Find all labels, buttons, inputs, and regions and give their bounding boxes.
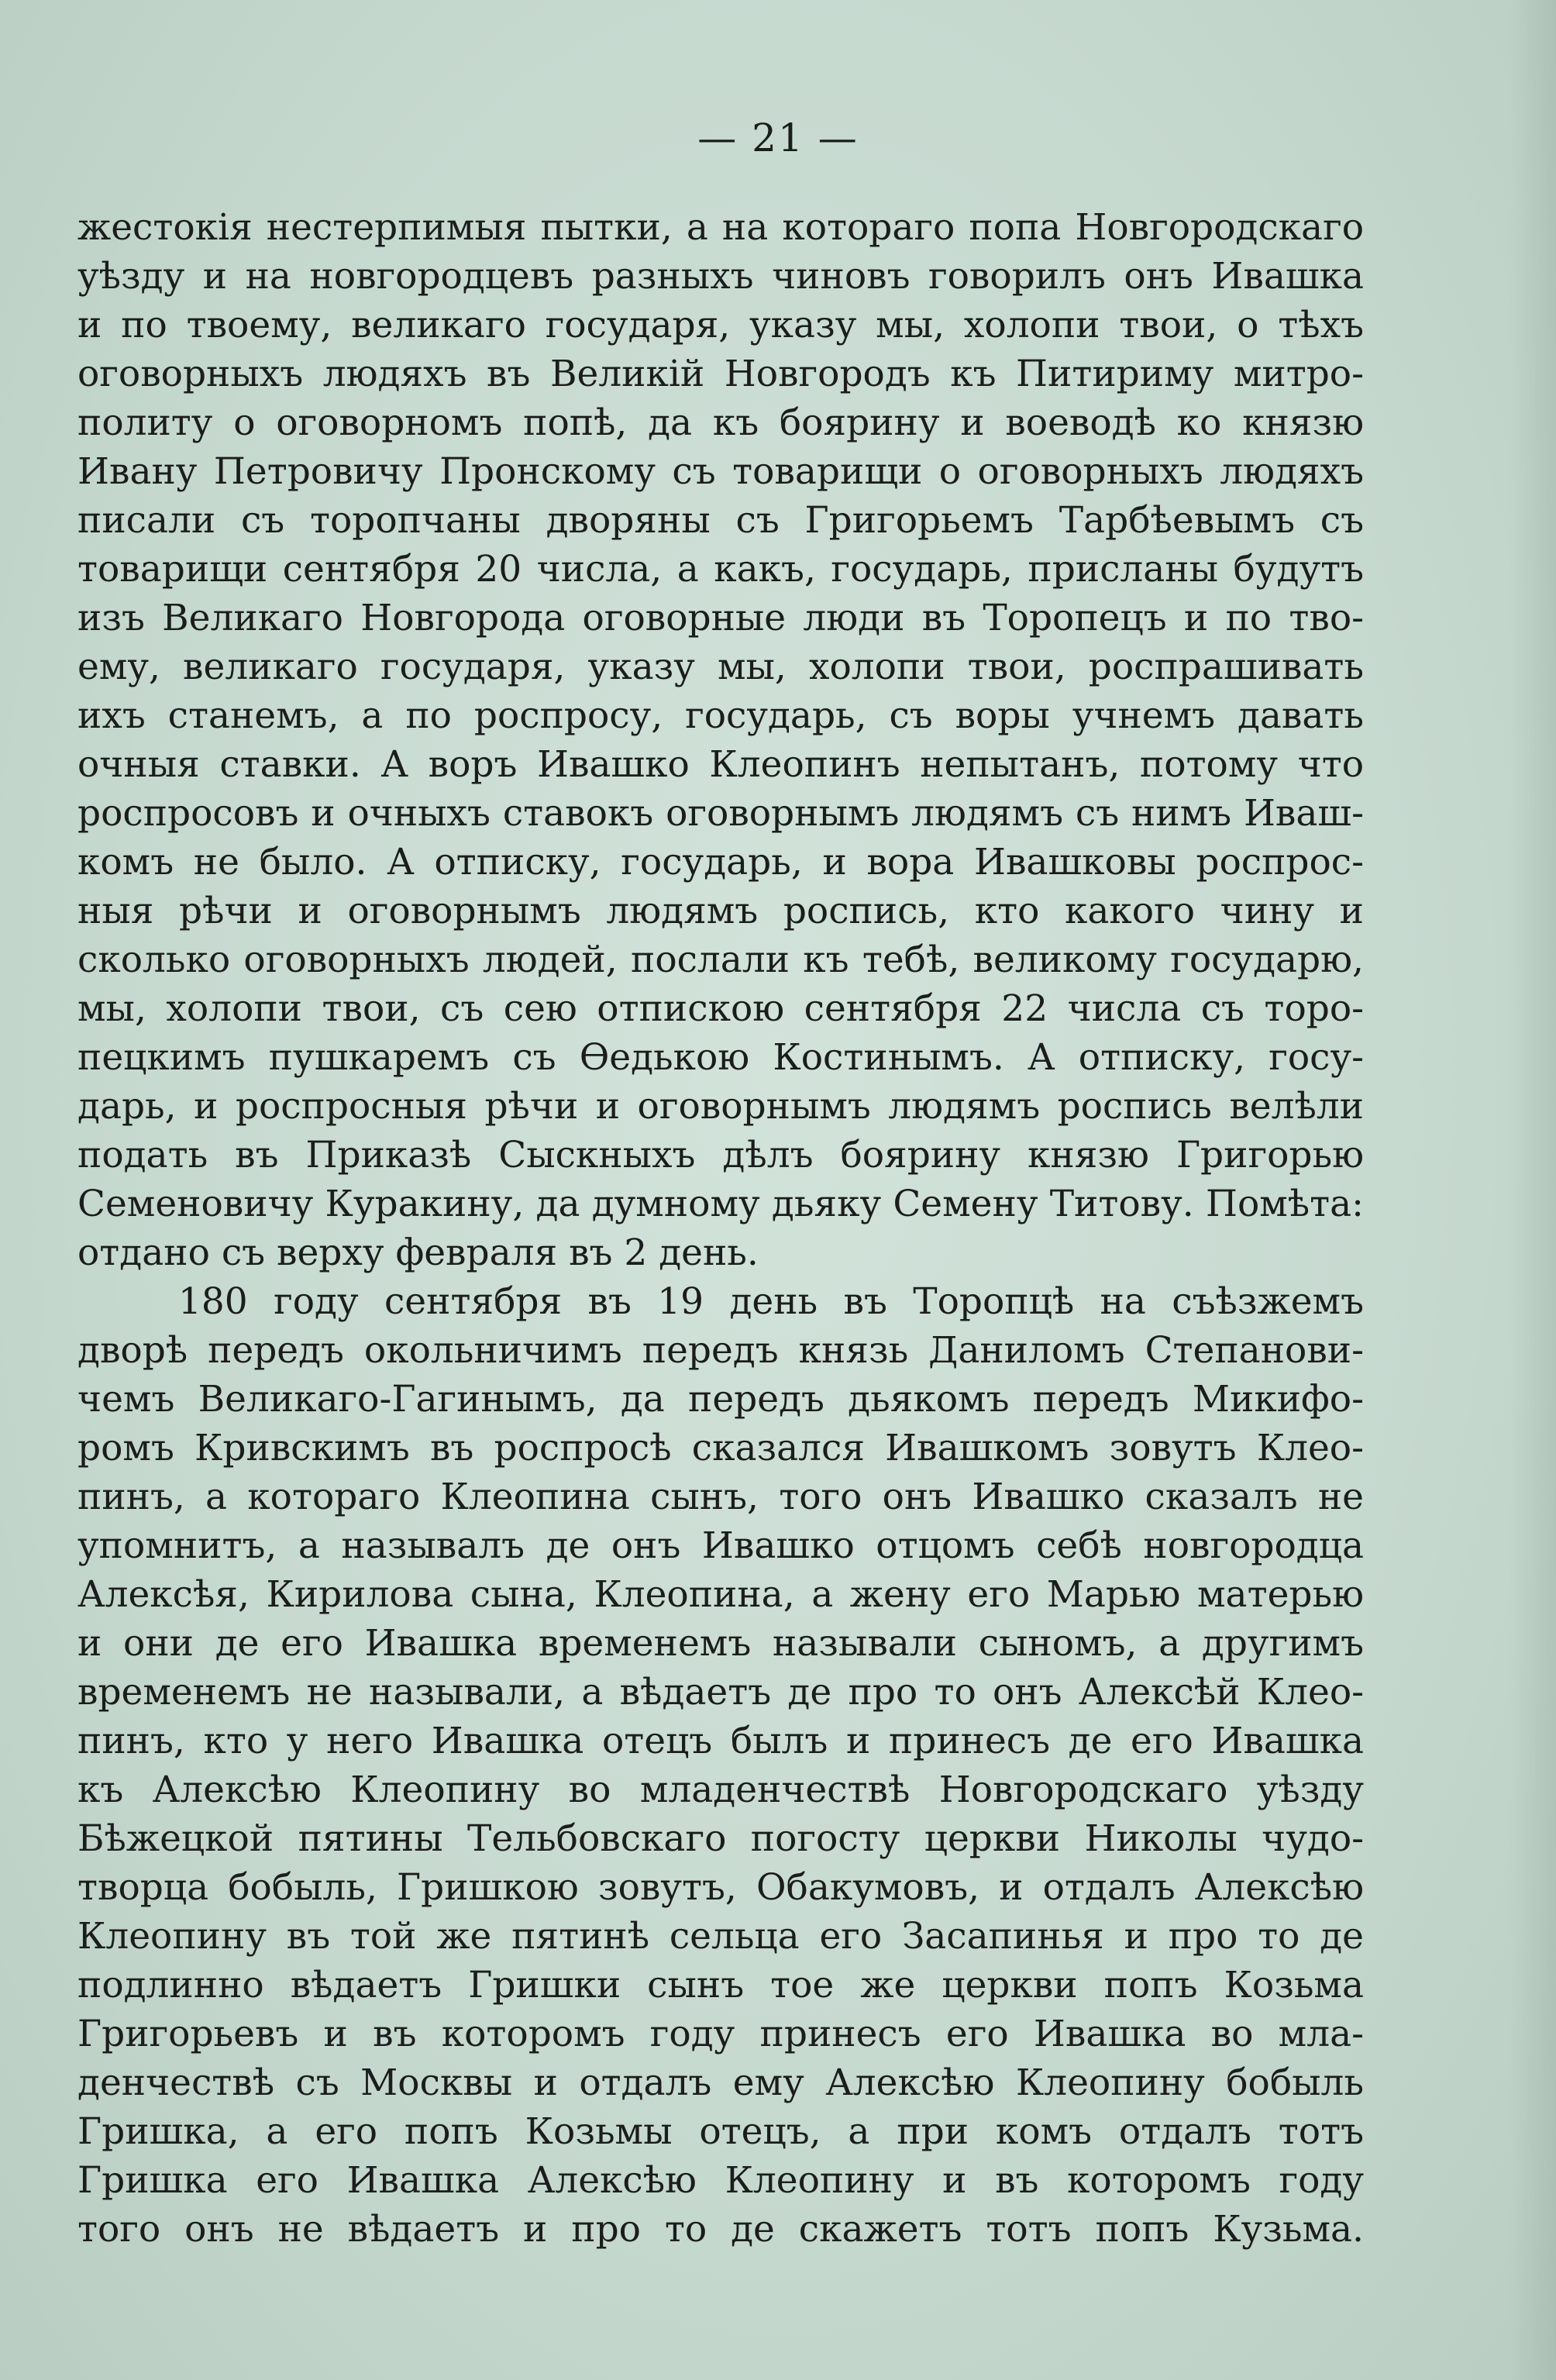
text-line: Семеновичу Куракину, да думному дьяку Семену Титову. Помѣта: <box>77 1183 1364 1225</box>
text-line: и они де его Ивашка временемъ называли сыномъ, а другимъ <box>77 1622 1364 1665</box>
text-line: ему, великаго государя, указу мы, холопи твои, роспрашивать <box>77 646 1364 688</box>
text-line: пецкимъ пушкаремъ съ Ѳедькою Костинымъ. А отписку, госу- <box>77 1036 1364 1079</box>
text-line: Ивану Петровичу Пронскому съ товарищи о оговорныхъ людяхъ <box>77 450 1364 493</box>
text-line: мы, холопи твои, съ сею отпискою сентября 22 числа съ торо- <box>77 987 1364 1030</box>
text-line: 180 году сентября въ 19 день въ Торопцѣ на съѣзжемъ <box>178 1280 1364 1323</box>
text-line: сколько оговорныхъ людей, послали къ тебѣ, великому государю, <box>77 939 1364 981</box>
text-line: дарь, и роспросныя рѣчи и оговорнымъ людямъ роспись велѣли <box>77 1085 1364 1128</box>
body-text <box>77 203 1364 2254</box>
text-line: пинъ, а котораго Клеопина сынъ, того онъ Ивашко сказалъ не <box>77 1476 1364 1518</box>
text-line: комъ не было. А отписку, государь, и вора Ивашковы роспрос- <box>77 841 1364 883</box>
text-line: Гришка, а его попъ Козьмы отецъ, а при комъ отдалъ тотъ <box>77 2110 1364 2153</box>
text-line: денчествѣ съ Москвы и отдалъ ему Алексѣю Клеопину бобыль <box>77 2061 1364 2104</box>
paragraph-2 <box>77 1277 1364 2254</box>
text-line: отдано съ верху февраля въ 2 день. <box>77 1231 759 1274</box>
paragraph-1 <box>77 203 1364 1277</box>
text-line: Григорьевъ и въ которомъ году принесъ его Ивашка во мла- <box>77 2013 1364 2055</box>
text-line: къ Алексѣю Клеопину во младенчествѣ Новгородскаго уѣзду <box>77 1769 1364 1811</box>
text-line: изъ Великаго Новгорода оговорные люди въ Торопецъ и по тво- <box>77 597 1364 639</box>
text-line: Гришка его Ивашка Алексѣю Клеопину и въ которомъ году <box>77 2159 1364 2202</box>
text-line: Алексѣя, Кирилова сына, Клеопина, а жену его Марью матерью <box>77 1573 1364 1616</box>
text-line: товарищи сентября 20 числа, а какъ, государь, присланы будутъ <box>77 548 1364 591</box>
text-line: временемъ не называли, а вѣдаетъ де про то онъ Алексѣй Клео- <box>77 1671 1364 1714</box>
text-line: ихъ станемъ, а по роспросу, государь, съ воры учнемъ давать <box>77 694 1364 737</box>
text-line: очныя ставки. А воръ Ивашко Клеопинъ непытанъ, потому что <box>77 743 1364 786</box>
text-line: того онъ не вѣдаетъ и про то де скажетъ тотъ попъ Кузьма. <box>77 2208 1364 2251</box>
text-line: подлинно вѣдаетъ Гришки сынъ тое же церкви попъ Козьма <box>77 1964 1364 2006</box>
text-line: уѣзду и на новгородцевъ разныхъ чиновъ говорилъ онъ Ивашка <box>77 255 1364 298</box>
text-line: роспросовъ и очныхъ ставокъ оговорнымъ людямъ съ нимъ Иваш- <box>77 792 1364 835</box>
text-line: Клеопину въ той же пятинѣ сельца его Засапинья и про то де <box>77 1915 1364 1958</box>
page-number: — 21 — <box>697 115 859 160</box>
text-line: оговорныхъ людяхъ въ Великій Новгородъ къ Питириму митро- <box>77 353 1364 395</box>
page-edge-shadow <box>1510 0 1556 2380</box>
text-line: Бѣжецкой пятины Тельбовскаго погосту церкви Николы чудо- <box>77 1817 1364 1860</box>
text-line: жестокія нестерпимыя пытки, а на котораго попа Новгородскаго <box>77 206 1364 249</box>
text-line: чемъ Великаго-Гагинымъ, да передъ дьякомъ передъ Микифо- <box>77 1378 1364 1421</box>
text-line: и по твоему, великаго государя, указу мы, холопи твои, о тѣхъ <box>77 304 1364 346</box>
text-line: подать въ Приказѣ Сыскныхъ дѣлъ боярину князю Григорью <box>77 1134 1364 1176</box>
text-line: ныя рѣчи и оговорнымъ людямъ роспись, кто какого чину и <box>77 890 1364 932</box>
text-line: творца бобыль, Гришкою зовутъ, Обакумовъ, и отдалъ Алексѣю <box>77 1866 1364 1909</box>
text-line: пинъ, кто у него Ивашка отецъ былъ и принесъ де его Ивашка <box>77 1720 1364 1762</box>
text-line: политу о оговорномъ попѣ, да къ боярину и воеводѣ ко князю <box>77 401 1364 444</box>
text-line: упомнитъ, а называлъ де онъ Ивашко отцомъ себѣ новгородца <box>77 1524 1364 1567</box>
text-line: ромъ Кривскимъ въ роспросѣ сказался Ивашкомъ зовутъ Клео- <box>77 1427 1364 1469</box>
text-line: писали съ торопчаны дворяны съ Григорьемъ Тарбѣевымъ съ <box>77 499 1364 542</box>
text-line: дворѣ передъ окольничимъ передъ князь Даниломъ Степанови- <box>77 1329 1364 1372</box>
